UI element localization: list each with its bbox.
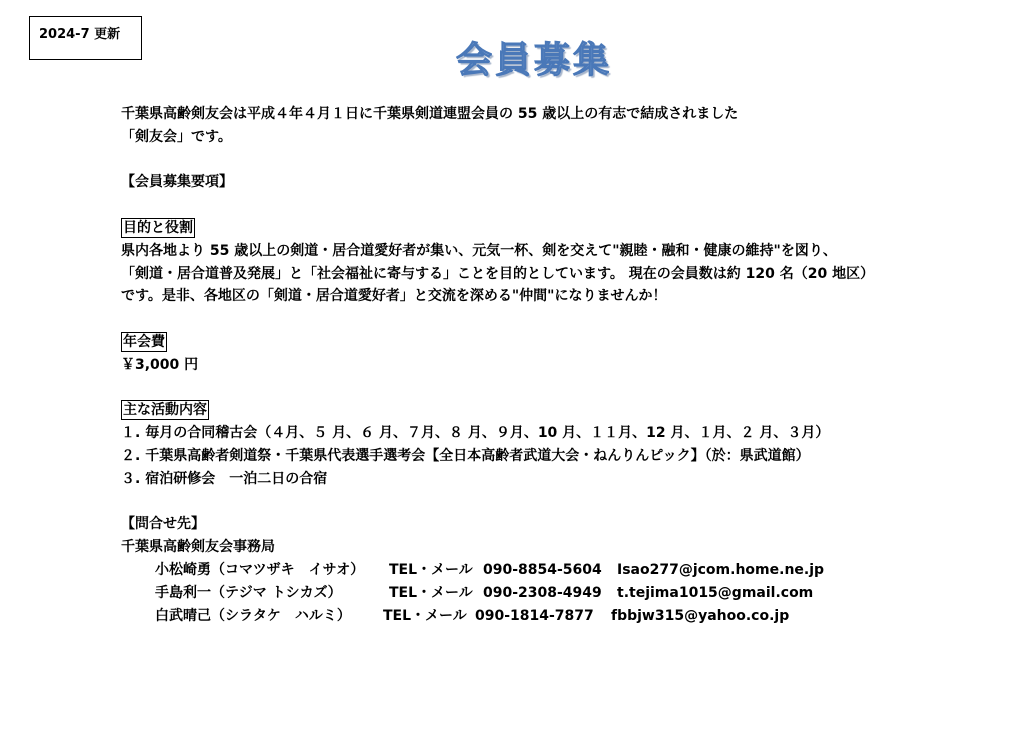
contact-name: 白武晴己（シラタケ ハルミ）	[155, 607, 351, 624]
purpose-heading: 目的と役割	[123, 219, 193, 236]
contact-phone: 090-8854-5604	[483, 561, 602, 578]
contact-email: t.tejima1015@gmail.com	[617, 584, 814, 601]
intro-line-2: 「剣友会」です。	[121, 128, 232, 145]
contact-email: Isao277@jcom.home.ne.jp	[617, 561, 825, 578]
contact-phone: 090-2308-4949	[483, 584, 602, 601]
contact-tel-label: TEL・メール	[389, 584, 473, 601]
guidelines-heading: 【会員募集要項】	[121, 174, 233, 191]
contact-name: 小松崎勇（コマツザキ イサオ）	[155, 561, 365, 578]
update-date-label: 2024-7 更新	[39, 27, 121, 42]
contact-row	[121, 582, 1001, 605]
intro-line-1: 千葉県高齢剣友会は平成４年４月１日に千葉県剣道連盟会員の 55 歳以上の有志で結成されました	[121, 106, 739, 122]
contact-phone: 090-1814-7877	[475, 607, 594, 624]
fee-value: ￥3,000 円	[121, 356, 199, 373]
update-date-box	[29, 16, 142, 60]
activity-item: ２. 千葉県高齢者剣道祭・千葉県代表選手選考会【全日本高齢者武道大会・ねんりんピック】（於：県武道館）	[121, 447, 810, 464]
contact-heading: 【問合せ先】	[121, 516, 205, 533]
contact-office: 千葉県高齢剣友会事務局	[121, 539, 275, 556]
purpose-line-2: 「剣道・居合道普及発展」と「社会福祉に寄与する」ことを目的としています。 現在の会員数は約 120 名（20 地区）	[121, 265, 875, 282]
purpose-line-1: 県内各地より 55 歳以上の剣道・居合道愛好者が集い、元気一杯、剣を交えて"親睦・融和・健康の維持"を図り、	[121, 242, 837, 259]
fee-heading: 年会費	[123, 333, 165, 350]
document-body	[121, 103, 1001, 627]
contact-tel-label: TEL・メール	[383, 607, 467, 624]
contact-email: fbbjw315@yahoo.co.jp	[611, 607, 790, 624]
activity-item: １. 毎月の合同稽古会（４月、５ 月、６ 月、７月、８ 月、９月、10 月、１１月、12 月、１月、２ 月、３月）	[121, 425, 830, 442]
contact-row	[121, 605, 1001, 628]
page-title: 会員募集	[456, 40, 613, 81]
purpose-line-3: です。是非、各地区の「剣道・居合道愛好者」と交流を深める"仲間"になりませんか！	[121, 288, 667, 305]
activity-item: ３. 宿泊研修会 一泊二日の合宿	[121, 470, 328, 487]
contact-name: 手島利一（テジマ トシカズ）	[155, 584, 342, 601]
contact-row	[121, 559, 1001, 582]
contact-tel-label: TEL・メール	[389, 561, 473, 578]
activities-heading: 主な活動内容	[123, 402, 207, 419]
